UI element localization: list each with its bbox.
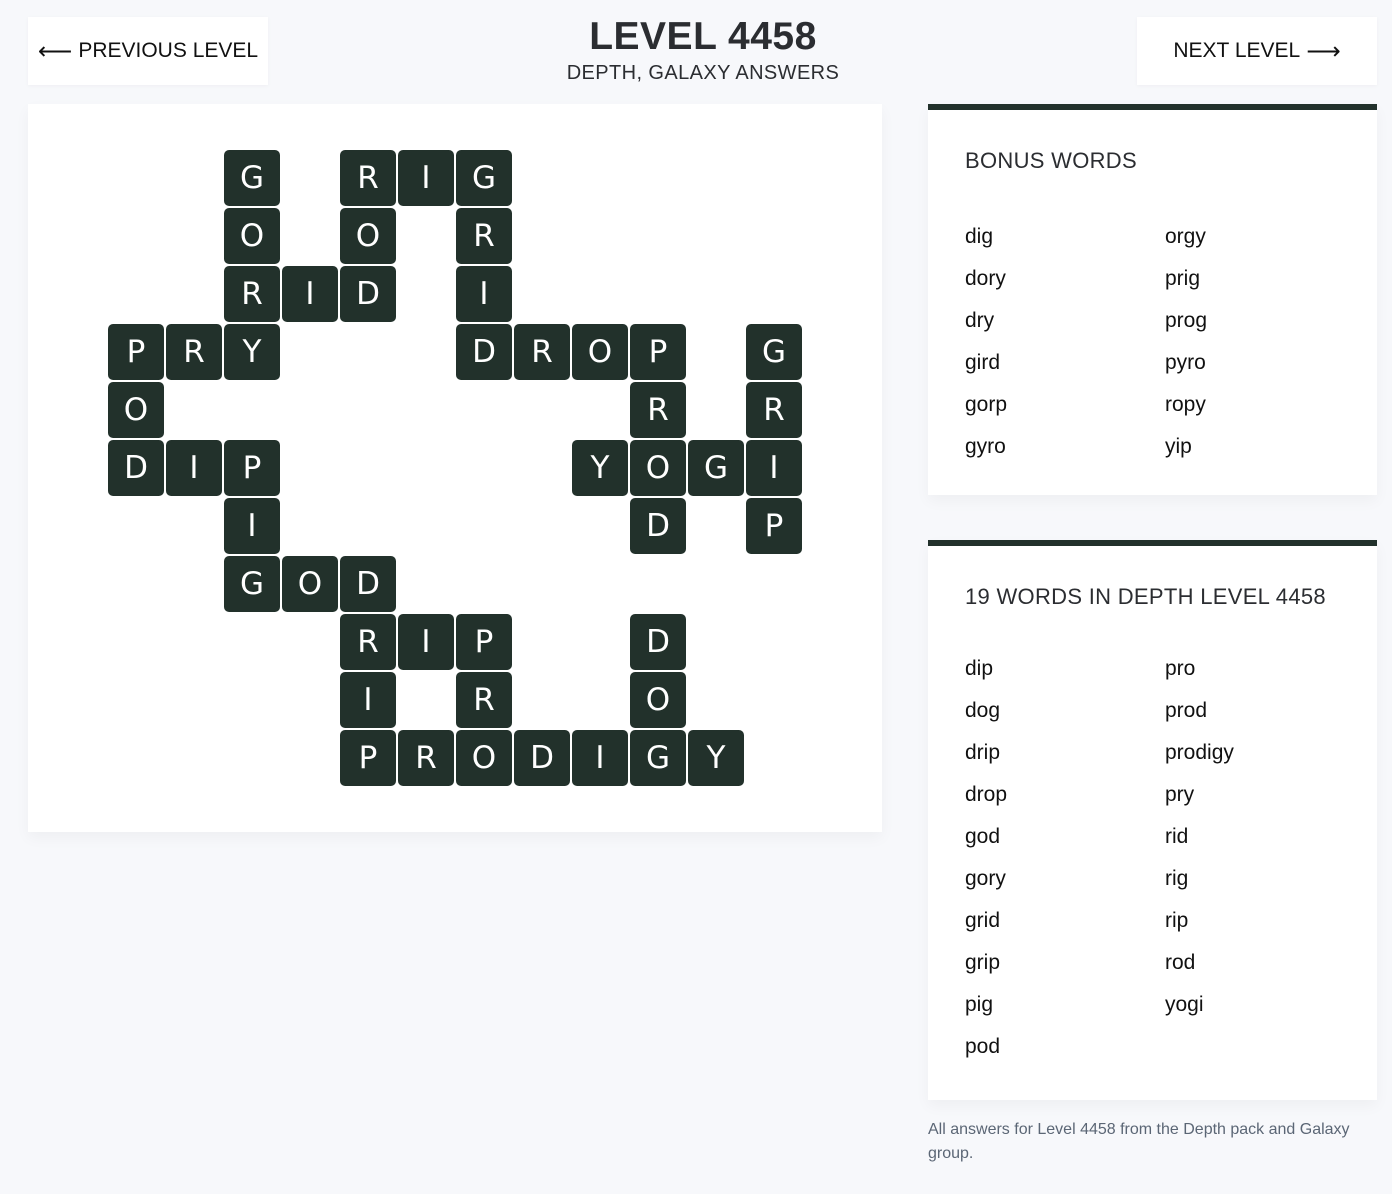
letter-tile: P xyxy=(340,730,396,786)
next-level-label: NEXT LEVEL xyxy=(1173,39,1301,62)
letter-tile: I xyxy=(456,266,512,322)
letter-tile: O xyxy=(282,556,338,612)
previous-level-button[interactable] xyxy=(28,17,268,85)
answers-heading: 19 WORDS IN DEPTH LEVEL 4458 xyxy=(965,584,1326,609)
answer-word: gory xyxy=(965,867,1006,890)
letter-tile: P xyxy=(746,498,802,554)
letter-tile: D xyxy=(630,498,686,554)
bonus-word: prog xyxy=(1165,309,1208,332)
answer-word: prodigy xyxy=(1165,741,1234,764)
letter-tile: G xyxy=(456,150,512,206)
answer-word: dog xyxy=(965,699,1001,722)
letter-tile: D xyxy=(514,730,570,786)
letter-tile: I xyxy=(398,614,454,670)
bonus-word: gyro xyxy=(965,435,1006,458)
letter-tile: D xyxy=(630,614,686,670)
letter-tile: R xyxy=(456,672,512,728)
bonus-word: ropy xyxy=(1165,393,1206,416)
bonus-words-heading: BONUS WORDS xyxy=(965,148,1137,173)
letter-tile: P xyxy=(630,324,686,380)
letter-tile: R xyxy=(166,324,222,380)
letter-tile: G xyxy=(224,150,280,206)
letter-tile: I xyxy=(224,498,280,554)
letter-tile: I xyxy=(572,730,628,786)
letter-tile: R xyxy=(398,730,454,786)
arrow-left-icon: ⟵ xyxy=(37,37,73,65)
page-subtitle: DEPTH, GALAXY ANSWERS xyxy=(566,62,840,84)
bonus-word: dry xyxy=(965,309,995,332)
letter-tile: O xyxy=(630,672,686,728)
letter-tile: I xyxy=(340,672,396,728)
answers-panel xyxy=(928,540,1377,1100)
crossword-board xyxy=(28,104,882,832)
letter-tile: D xyxy=(108,440,164,496)
answer-word: pry xyxy=(1165,783,1195,806)
letter-tile: R xyxy=(224,266,280,322)
answer-word: god xyxy=(965,825,1001,848)
bonus-word: dig xyxy=(965,225,994,248)
letter-tile: I xyxy=(746,440,802,496)
letter-tile: I xyxy=(398,150,454,206)
answer-word: drip xyxy=(965,741,1001,764)
letter-tile: I xyxy=(166,440,222,496)
answer-word: pod xyxy=(965,1035,1001,1058)
letter-tile: D xyxy=(456,324,512,380)
letter-tile: Y xyxy=(688,730,744,786)
answer-word: pro xyxy=(1165,657,1196,680)
bonus-word: prig xyxy=(1165,267,1201,290)
letter-tile: Y xyxy=(572,440,628,496)
answer-word: prod xyxy=(1165,699,1208,722)
letter-tile: O xyxy=(572,324,628,380)
letter-tile: O xyxy=(224,208,280,264)
bonus-word: gorp xyxy=(965,393,1008,416)
letter-tile: R xyxy=(456,208,512,264)
letter-tile: O xyxy=(630,440,686,496)
bonus-words-panel xyxy=(928,104,1377,495)
answer-word: drop xyxy=(965,783,1008,806)
letter-tile: R xyxy=(630,382,686,438)
answer-word: rig xyxy=(1165,867,1189,890)
footer-note: All answers for Level 4458 from the Depth pack and Galaxy group. xyxy=(928,1121,1350,1162)
letter-tile: G xyxy=(746,324,802,380)
letter-tile: R xyxy=(514,324,570,380)
letter-tile: I xyxy=(282,266,338,322)
page-title: LEVEL 4458 xyxy=(589,15,817,58)
letter-tile: R xyxy=(340,614,396,670)
answer-word: grip xyxy=(965,951,1001,974)
letter-tile: O xyxy=(108,382,164,438)
letter-tile: O xyxy=(340,208,396,264)
bonus-word: yip xyxy=(1165,435,1192,458)
letter-tile: O xyxy=(456,730,512,786)
bonus-word: dory xyxy=(965,267,1006,290)
letter-tile: G xyxy=(224,556,280,612)
letter-tile: P xyxy=(224,440,280,496)
answer-word: rod xyxy=(1165,951,1196,974)
level-header xyxy=(460,14,946,85)
letter-tile: G xyxy=(688,440,744,496)
bonus-word: gird xyxy=(965,351,1001,374)
letter-tile: P xyxy=(108,324,164,380)
answer-word: rid xyxy=(1165,825,1189,848)
answer-word: yogi xyxy=(1165,993,1204,1016)
answer-word: pig xyxy=(965,993,994,1016)
answer-word: dip xyxy=(965,657,994,680)
letter-tile: R xyxy=(746,382,802,438)
answer-word: grid xyxy=(965,909,1001,932)
answers-list xyxy=(965,648,1340,1068)
previous-level-label: PREVIOUS LEVEL xyxy=(78,39,259,62)
bonus-word: pyro xyxy=(1165,351,1206,374)
arrow-right-icon: ⟶ xyxy=(1306,37,1341,65)
letter-tile: Y xyxy=(224,324,280,380)
letter-tile: D xyxy=(340,556,396,612)
letter-tile: G xyxy=(630,730,686,786)
bonus-words-list xyxy=(965,216,1340,468)
letter-tile: P xyxy=(456,614,512,670)
bonus-word: orgy xyxy=(1165,225,1206,248)
letter-tile: D xyxy=(340,266,396,322)
letter-tile: R xyxy=(340,150,396,206)
answer-word: rip xyxy=(1165,909,1189,932)
next-level-button[interactable] xyxy=(1137,17,1377,85)
